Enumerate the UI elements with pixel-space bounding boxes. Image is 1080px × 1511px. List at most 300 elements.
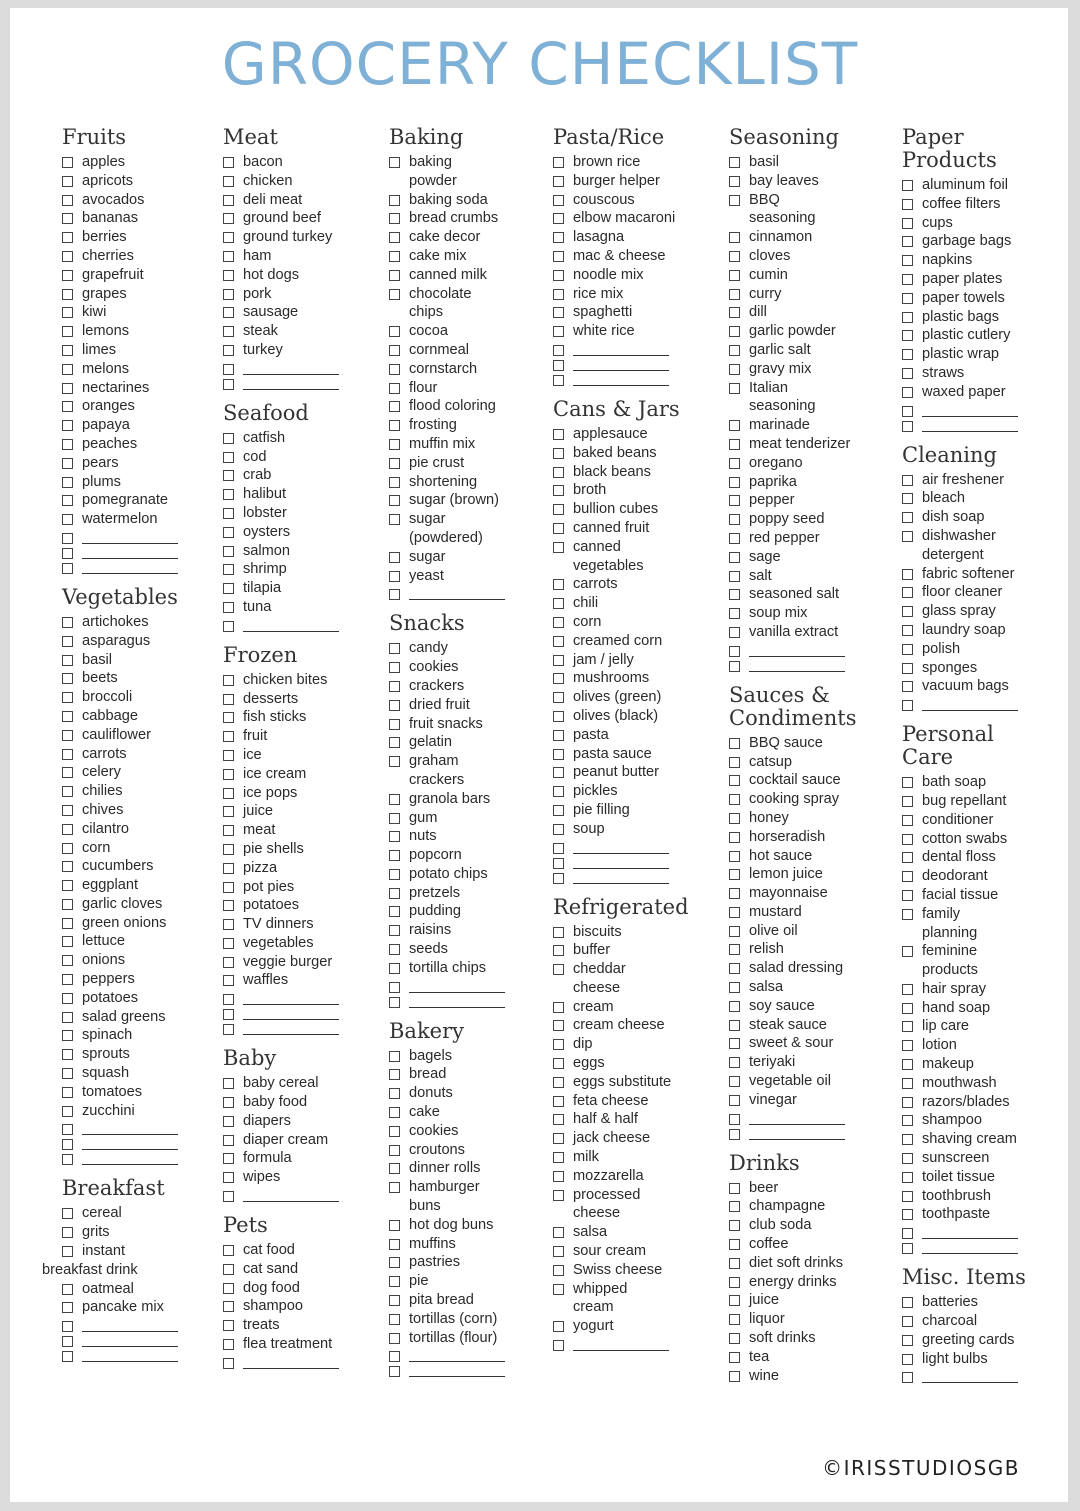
checkbox[interactable] — [729, 1095, 740, 1106]
checkbox[interactable] — [729, 1001, 740, 1012]
checkbox[interactable] — [389, 869, 400, 880]
checkbox[interactable] — [223, 213, 234, 224]
checkbox[interactable] — [553, 360, 564, 371]
checkbox[interactable] — [62, 1208, 73, 1219]
write-in-line[interactable] — [243, 375, 339, 390]
checkbox[interactable] — [62, 420, 73, 431]
write-in-line[interactable] — [573, 356, 669, 371]
checkbox[interactable] — [223, 1283, 234, 1294]
checkbox[interactable] — [902, 1354, 913, 1365]
write-in-line[interactable] — [82, 529, 178, 544]
checkbox[interactable] — [62, 1139, 73, 1150]
checkbox[interactable] — [553, 504, 564, 515]
checkbox[interactable] — [729, 232, 740, 243]
checkbox[interactable] — [389, 700, 400, 711]
checkbox[interactable] — [389, 439, 400, 450]
checkbox[interactable] — [902, 312, 913, 323]
checkbox[interactable] — [223, 769, 234, 780]
checkbox[interactable] — [553, 1246, 564, 1257]
checkbox[interactable] — [729, 661, 740, 672]
checkbox[interactable] — [389, 850, 400, 861]
write-in-line[interactable] — [922, 417, 1018, 432]
checkbox[interactable] — [553, 326, 564, 337]
checkbox[interactable] — [62, 1154, 73, 1165]
write-in-line[interactable] — [409, 1347, 505, 1362]
checkbox[interactable] — [223, 345, 234, 356]
checkbox[interactable] — [389, 925, 400, 936]
checkbox[interactable] — [389, 1182, 400, 1193]
checkbox[interactable] — [223, 602, 234, 613]
checkbox[interactable] — [223, 694, 234, 705]
checkbox[interactable] — [553, 655, 564, 666]
write-in-line[interactable] — [749, 657, 845, 672]
checkbox[interactable] — [902, 890, 913, 901]
checkbox[interactable] — [553, 824, 564, 835]
checkbox[interactable] — [729, 345, 740, 356]
checkbox[interactable] — [62, 1030, 73, 1041]
checkbox[interactable] — [389, 270, 400, 281]
checkbox[interactable] — [902, 700, 913, 711]
checkbox[interactable] — [62, 955, 73, 966]
checkbox[interactable] — [902, 1003, 913, 1014]
checkbox[interactable] — [553, 307, 564, 318]
checkbox[interactable] — [553, 485, 564, 496]
checkbox[interactable] — [553, 1171, 564, 1182]
checkbox[interactable] — [389, 681, 400, 692]
checkbox[interactable] — [553, 375, 564, 386]
write-in-line[interactable] — [573, 341, 669, 356]
checkbox[interactable] — [389, 1239, 400, 1250]
checkbox[interactable] — [223, 452, 234, 463]
checkbox[interactable] — [729, 1371, 740, 1382]
write-in-line[interactable] — [573, 869, 669, 884]
checkbox[interactable] — [902, 625, 913, 636]
checkbox[interactable] — [902, 1040, 913, 1051]
checkbox[interactable] — [62, 749, 73, 760]
checkbox[interactable] — [62, 899, 73, 910]
checkbox[interactable] — [223, 919, 234, 930]
checkbox[interactable] — [62, 1336, 73, 1347]
checkbox[interactable] — [62, 974, 73, 985]
checkbox[interactable] — [729, 307, 740, 318]
checkbox[interactable] — [62, 1246, 73, 1257]
checkbox[interactable] — [223, 1264, 234, 1275]
write-in-line[interactable] — [409, 585, 505, 600]
checkbox[interactable] — [223, 289, 234, 300]
write-in-line[interactable] — [922, 696, 1018, 711]
checkbox[interactable] — [62, 458, 73, 469]
checkbox[interactable] — [729, 420, 740, 431]
checkbox[interactable] — [902, 871, 913, 882]
checkbox[interactable] — [729, 571, 740, 582]
checkbox[interactable] — [553, 270, 564, 281]
write-in-line[interactable] — [922, 1239, 1018, 1254]
checkbox[interactable] — [223, 975, 234, 986]
checkbox[interactable] — [553, 927, 564, 938]
write-in-line[interactable] — [243, 990, 339, 1005]
checkbox[interactable] — [389, 251, 400, 262]
checkbox[interactable] — [902, 1059, 913, 1070]
checkbox[interactable] — [553, 579, 564, 590]
checkbox[interactable] — [389, 1163, 400, 1174]
checkbox[interactable] — [553, 1190, 564, 1201]
checkbox[interactable] — [62, 1227, 73, 1238]
checkbox[interactable] — [62, 251, 73, 262]
write-in-line[interactable] — [82, 1135, 178, 1150]
checkbox[interactable] — [223, 750, 234, 761]
checkbox[interactable] — [389, 963, 400, 974]
checkbox[interactable] — [729, 926, 740, 937]
checkbox[interactable] — [729, 757, 740, 768]
checkbox[interactable] — [389, 831, 400, 842]
checkbox[interactable] — [62, 993, 73, 1004]
checkbox[interactable] — [389, 1257, 400, 1268]
checkbox[interactable] — [62, 1068, 73, 1079]
checkbox[interactable] — [553, 636, 564, 647]
checkbox[interactable] — [729, 477, 740, 488]
checkbox[interactable] — [553, 858, 564, 869]
checkbox[interactable] — [62, 692, 73, 703]
checkbox[interactable] — [729, 1038, 740, 1049]
checkbox[interactable] — [729, 326, 740, 337]
checkbox[interactable] — [729, 963, 740, 974]
checkbox[interactable] — [223, 731, 234, 742]
checkbox[interactable] — [902, 330, 913, 341]
checkbox[interactable] — [902, 587, 913, 598]
checkbox[interactable] — [223, 1301, 234, 1312]
checkbox[interactable] — [902, 569, 913, 580]
checkbox[interactable] — [902, 512, 913, 523]
write-in-line[interactable] — [409, 978, 505, 993]
checkbox[interactable] — [553, 692, 564, 703]
checkbox[interactable] — [62, 1106, 73, 1117]
checkbox[interactable] — [729, 552, 740, 563]
checkbox[interactable] — [729, 1183, 740, 1194]
checkbox[interactable] — [729, 1129, 740, 1140]
checkbox[interactable] — [223, 621, 234, 632]
checkbox[interactable] — [389, 756, 400, 767]
checkbox[interactable] — [553, 805, 564, 816]
checkbox[interactable] — [223, 1097, 234, 1108]
write-in-line[interactable] — [243, 360, 339, 375]
checkbox[interactable] — [223, 1191, 234, 1202]
checkbox[interactable] — [902, 984, 913, 995]
checkbox[interactable] — [902, 1021, 913, 1032]
checkbox[interactable] — [553, 157, 564, 168]
checkbox[interactable] — [62, 289, 73, 300]
checkbox[interactable] — [62, 1124, 73, 1135]
checkbox[interactable] — [553, 232, 564, 243]
checkbox[interactable] — [902, 349, 913, 360]
checkbox[interactable] — [389, 982, 400, 993]
checkbox[interactable] — [729, 157, 740, 168]
checkbox[interactable] — [389, 458, 400, 469]
checkbox[interactable] — [553, 213, 564, 224]
checkbox[interactable] — [553, 730, 564, 741]
checkbox[interactable] — [729, 813, 740, 824]
checkbox[interactable] — [902, 421, 913, 432]
checkbox[interactable] — [553, 749, 564, 760]
checkbox[interactable] — [223, 232, 234, 243]
write-in-line[interactable] — [82, 559, 178, 574]
checkbox[interactable] — [553, 1133, 564, 1144]
checkbox[interactable] — [223, 433, 234, 444]
checkbox[interactable] — [62, 383, 73, 394]
checkbox[interactable] — [902, 274, 913, 285]
checkbox[interactable] — [553, 1077, 564, 1088]
checkbox[interactable] — [62, 767, 73, 778]
checkbox[interactable] — [62, 824, 73, 835]
checkbox[interactable] — [553, 448, 564, 459]
checkbox[interactable] — [553, 964, 564, 975]
checkbox[interactable] — [223, 1024, 234, 1035]
checkbox[interactable] — [389, 1314, 400, 1325]
checkbox[interactable] — [62, 307, 73, 318]
checkbox[interactable] — [902, 909, 913, 920]
checkbox[interactable] — [553, 843, 564, 854]
checkbox[interactable] — [389, 420, 400, 431]
checkbox[interactable] — [553, 467, 564, 478]
checkbox[interactable] — [389, 1126, 400, 1137]
checkbox[interactable] — [223, 1172, 234, 1183]
checkbox[interactable] — [729, 289, 740, 300]
checkbox[interactable] — [902, 1335, 913, 1346]
checkbox[interactable] — [729, 1258, 740, 1269]
checkbox[interactable] — [553, 598, 564, 609]
checkbox[interactable] — [223, 788, 234, 799]
checkbox[interactable] — [62, 843, 73, 854]
checkbox[interactable] — [62, 655, 73, 666]
checkbox[interactable] — [223, 1078, 234, 1089]
checkbox[interactable] — [223, 844, 234, 855]
checkbox[interactable] — [902, 180, 913, 191]
checkbox[interactable] — [223, 379, 234, 390]
checkbox[interactable] — [62, 439, 73, 450]
write-in-line[interactable] — [573, 839, 669, 854]
checkbox[interactable] — [553, 251, 564, 262]
checkbox[interactable] — [389, 888, 400, 899]
checkbox[interactable] — [729, 1057, 740, 1068]
write-in-line[interactable] — [749, 1110, 845, 1125]
checkbox[interactable] — [902, 1115, 913, 1126]
checkbox[interactable] — [902, 681, 913, 692]
checkbox[interactable] — [902, 1228, 913, 1239]
checkbox[interactable] — [729, 195, 740, 206]
checkbox[interactable] — [902, 199, 913, 210]
checkbox[interactable] — [62, 514, 73, 525]
checkbox[interactable] — [223, 1116, 234, 1127]
checkbox[interactable] — [553, 873, 564, 884]
checkbox[interactable] — [62, 213, 73, 224]
checkbox[interactable] — [62, 673, 73, 684]
checkbox[interactable] — [389, 1051, 400, 1062]
checkbox[interactable] — [62, 1087, 73, 1098]
checkbox[interactable] — [729, 364, 740, 375]
checkbox[interactable] — [729, 1220, 740, 1231]
write-in-line[interactable] — [82, 1332, 178, 1347]
checkbox[interactable] — [729, 251, 740, 262]
checkbox[interactable] — [902, 1078, 913, 1089]
checkbox[interactable] — [729, 1314, 740, 1325]
checkbox[interactable] — [389, 906, 400, 917]
checkbox[interactable] — [389, 401, 400, 412]
checkbox[interactable] — [389, 1276, 400, 1287]
checkbox[interactable] — [389, 662, 400, 673]
checkbox[interactable] — [729, 514, 740, 525]
checkbox[interactable] — [62, 1049, 73, 1060]
checkbox[interactable] — [553, 1265, 564, 1276]
write-in-line[interactable] — [243, 617, 339, 632]
checkbox[interactable] — [729, 1201, 740, 1212]
checkbox[interactable] — [389, 1107, 400, 1118]
checkbox[interactable] — [729, 907, 740, 918]
checkbox[interactable] — [389, 383, 400, 394]
checkbox[interactable] — [223, 957, 234, 968]
checkbox[interactable] — [729, 738, 740, 749]
checkbox[interactable] — [62, 401, 73, 412]
checkbox[interactable] — [902, 1134, 913, 1145]
checkbox[interactable] — [223, 1135, 234, 1146]
checkbox[interactable] — [902, 777, 913, 788]
checkbox[interactable] — [223, 470, 234, 481]
checkbox[interactable] — [389, 195, 400, 206]
checkbox[interactable] — [223, 1153, 234, 1164]
checkbox[interactable] — [389, 213, 400, 224]
checkbox[interactable] — [553, 1227, 564, 1238]
checkbox[interactable] — [62, 861, 73, 872]
checkbox[interactable] — [62, 326, 73, 337]
checkbox[interactable] — [729, 1352, 740, 1363]
checkbox[interactable] — [389, 571, 400, 582]
checkbox[interactable] — [729, 589, 740, 600]
checkbox[interactable] — [62, 548, 73, 559]
checkbox[interactable] — [389, 719, 400, 730]
checkbox[interactable] — [729, 495, 740, 506]
checkbox[interactable] — [902, 1209, 913, 1220]
checkbox[interactable] — [902, 236, 913, 247]
checkbox[interactable] — [389, 345, 400, 356]
checkbox[interactable] — [729, 646, 740, 657]
checkbox[interactable] — [223, 364, 234, 375]
checkbox[interactable] — [62, 918, 73, 929]
checkbox[interactable] — [62, 563, 73, 574]
write-in-line[interactable] — [749, 1125, 845, 1140]
checkbox[interactable] — [553, 1058, 564, 1069]
checkbox[interactable] — [62, 880, 73, 891]
checkbox[interactable] — [223, 882, 234, 893]
checkbox[interactable] — [223, 564, 234, 575]
checkbox[interactable] — [389, 794, 400, 805]
checkbox[interactable] — [902, 1316, 913, 1327]
checkbox[interactable] — [62, 157, 73, 168]
checkbox[interactable] — [902, 796, 913, 807]
checkbox[interactable] — [223, 270, 234, 281]
checkbox[interactable] — [62, 636, 73, 647]
checkbox[interactable] — [902, 1372, 913, 1383]
checkbox[interactable] — [729, 944, 740, 955]
checkbox[interactable] — [553, 289, 564, 300]
checkbox[interactable] — [62, 1012, 73, 1023]
checkbox[interactable] — [389, 1351, 400, 1362]
checkbox[interactable] — [223, 489, 234, 500]
checkbox[interactable] — [223, 1245, 234, 1256]
checkbox[interactable] — [223, 825, 234, 836]
checkbox[interactable] — [902, 406, 913, 417]
checkbox[interactable] — [62, 617, 73, 628]
checkbox[interactable] — [729, 1239, 740, 1250]
checkbox[interactable] — [62, 1351, 73, 1362]
write-in-line[interactable] — [573, 854, 669, 869]
checkbox[interactable] — [62, 195, 73, 206]
checkbox[interactable] — [389, 737, 400, 748]
write-in-line[interactable] — [243, 1187, 339, 1202]
checkbox[interactable] — [902, 1097, 913, 1108]
checkbox[interactable] — [389, 326, 400, 337]
checkbox[interactable] — [729, 383, 740, 394]
checkbox[interactable] — [389, 1333, 400, 1344]
checkbox[interactable] — [223, 1009, 234, 1020]
checkbox[interactable] — [553, 673, 564, 684]
checkbox[interactable] — [729, 176, 740, 187]
checkbox[interactable] — [389, 157, 400, 168]
checkbox[interactable] — [223, 900, 234, 911]
write-in-line[interactable] — [922, 1224, 1018, 1239]
checkbox[interactable] — [223, 1320, 234, 1331]
checkbox[interactable] — [902, 387, 913, 398]
checkbox[interactable] — [62, 232, 73, 243]
checkbox[interactable] — [729, 832, 740, 843]
checkbox[interactable] — [62, 805, 73, 816]
checkbox[interactable] — [902, 946, 913, 957]
checkbox[interactable] — [389, 1088, 400, 1099]
checkbox[interactable] — [223, 863, 234, 874]
checkbox[interactable] — [902, 1172, 913, 1183]
checkbox[interactable] — [729, 1020, 740, 1031]
checkbox[interactable] — [223, 546, 234, 557]
write-in-line[interactable] — [409, 993, 505, 1008]
checkbox[interactable] — [902, 293, 913, 304]
checkbox[interactable] — [62, 345, 73, 356]
checkbox[interactable] — [223, 508, 234, 519]
checkbox[interactable] — [553, 1039, 564, 1050]
checkbox[interactable] — [553, 767, 564, 778]
checkbox[interactable] — [223, 994, 234, 1005]
checkbox[interactable] — [902, 531, 913, 542]
checkbox[interactable] — [62, 364, 73, 375]
checkbox[interactable] — [729, 1295, 740, 1306]
checkbox[interactable] — [902, 475, 913, 486]
write-in-line[interactable] — [243, 1005, 339, 1020]
checkbox[interactable] — [553, 1152, 564, 1163]
checkbox[interactable] — [902, 493, 913, 504]
checkbox[interactable] — [223, 712, 234, 723]
checkbox[interactable] — [389, 1220, 400, 1231]
checkbox[interactable] — [553, 1096, 564, 1107]
checkbox[interactable] — [62, 533, 73, 544]
write-in-line[interactable] — [573, 1336, 669, 1351]
checkbox[interactable] — [729, 608, 740, 619]
write-in-line[interactable] — [749, 642, 845, 657]
checkbox[interactable] — [553, 1340, 564, 1351]
write-in-line[interactable] — [409, 1362, 505, 1377]
checkbox[interactable] — [902, 644, 913, 655]
checkbox[interactable] — [729, 794, 740, 805]
checkbox[interactable] — [389, 364, 400, 375]
checkbox[interactable] — [389, 1145, 400, 1156]
checkbox[interactable] — [902, 852, 913, 863]
checkbox[interactable] — [553, 1321, 564, 1332]
checkbox[interactable] — [729, 627, 740, 638]
